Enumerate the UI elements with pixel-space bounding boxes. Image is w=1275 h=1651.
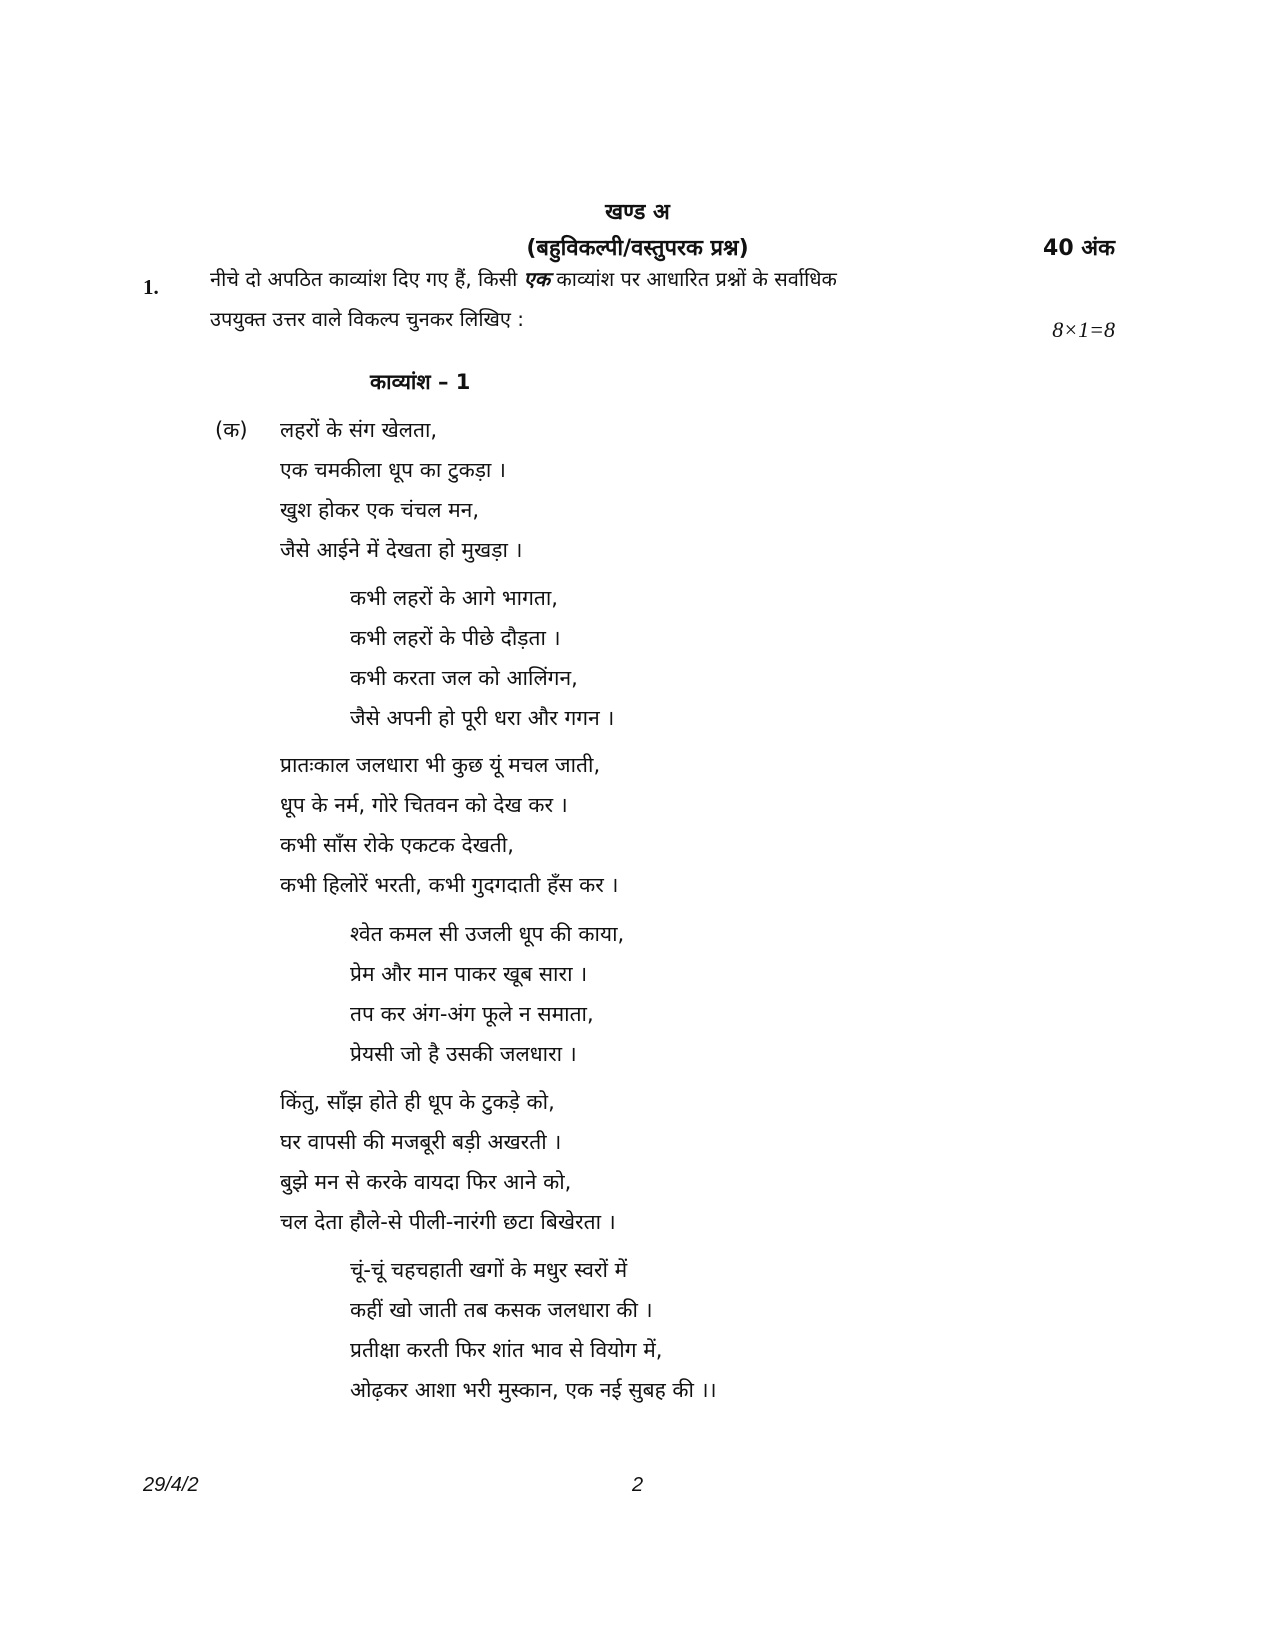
poem-line: जैसे अपनी हो पूरी धरा और गगन ।: [350, 706, 615, 730]
question-score: 8×1=8: [1052, 317, 1115, 342]
page-number: 2: [631, 1474, 644, 1496]
poem-line: चल देता हौले-से पीली-नारंगी छटा बिखेरता ।: [280, 1210, 616, 1234]
poem-line: कभी लहरों के आगे भागता,: [350, 586, 558, 610]
poem-line: घर वापसी की मजबूरी बड़ी अखरती ।: [280, 1130, 562, 1154]
poem-line: कभी हिलोरें भरती, कभी गुदगदाती हँस कर ।: [280, 873, 619, 897]
question-number: 1.: [143, 275, 159, 299]
instruction-text-post: काव्यांश पर आधारित प्रश्नों के सर्वाधिक: [550, 267, 837, 291]
poem-line: कहीं खो जाती तब कसक जलधारा की ।: [350, 1298, 653, 1322]
poem-line: चूं-चूं चहचहाती खगों के मधुर स्वरों में: [350, 1258, 628, 1282]
question-instruction-line-2: उपयुक्त उत्तर वाले विकल्प चुनकर लिखिए :: [210, 307, 525, 331]
poem-line: श्वेत कमल सी उजली धूप की काया,: [350, 922, 625, 946]
instruction-emphasis: एक: [523, 267, 551, 291]
instruction-text-pre: नीचे दो अपठित काव्यांश दिए गए हैं, किसी: [210, 267, 524, 291]
poem-line: तप कर अंग-अंग फूले न समाता,: [350, 1002, 594, 1026]
poem-line: बुझे मन से करके वायदा फिर आने को,: [280, 1170, 572, 1194]
poem-line: प्रतीक्षा करती फिर शांत भाव से वियोग में,: [350, 1338, 663, 1362]
passage-title: काव्यांश – 1: [370, 370, 471, 394]
section-marks: 40 अंक: [1043, 236, 1115, 261]
poem-line: एक चमकीला धूप का टुकड़ा ।: [280, 458, 507, 482]
section-title: खण्ड अ: [605, 200, 670, 225]
passage-part-label: (क): [215, 418, 248, 442]
poem-line: जैसे आईने में देखता हो मुखड़ा ।: [280, 538, 523, 562]
paper-code: 29/4/2: [143, 1474, 199, 1496]
poem-line: कभी लहरों के पीछे दौड़ता ।: [350, 626, 561, 650]
poem-line: प्रातःकाल जलधारा भी कुछ यूं मचल जाती,: [280, 753, 601, 777]
poem-line: ओढ़कर आशा भरी मुस्कान, एक नई सुबह की ।।: [350, 1378, 717, 1402]
poem-line: खुश होकर एक चंचल मन,: [280, 498, 480, 522]
poem-line: किंतु, साँझ होते ही धूप के टुकड़े को,: [280, 1090, 555, 1114]
poem-line: प्रेम और मान पाकर खूब सारा ।: [350, 962, 588, 986]
poem-line: प्रेयसी जो है उसकी जलधारा ।: [350, 1042, 577, 1066]
poem-line: कभी साँस रोके एकटक देखती,: [280, 833, 514, 857]
question-instruction-line-1: [210, 265, 837, 292]
section-subtitle: (बहुविकल्पी/वस्तुपरक प्रश्न): [526, 236, 749, 261]
poem-line: धूप के नर्म, गोरे चितवन को देख कर ।: [280, 793, 568, 817]
poem-line: कभी करता जल को आलिंगन,: [350, 666, 578, 690]
poem-line: लहरों के संग खेलता,: [280, 418, 438, 442]
